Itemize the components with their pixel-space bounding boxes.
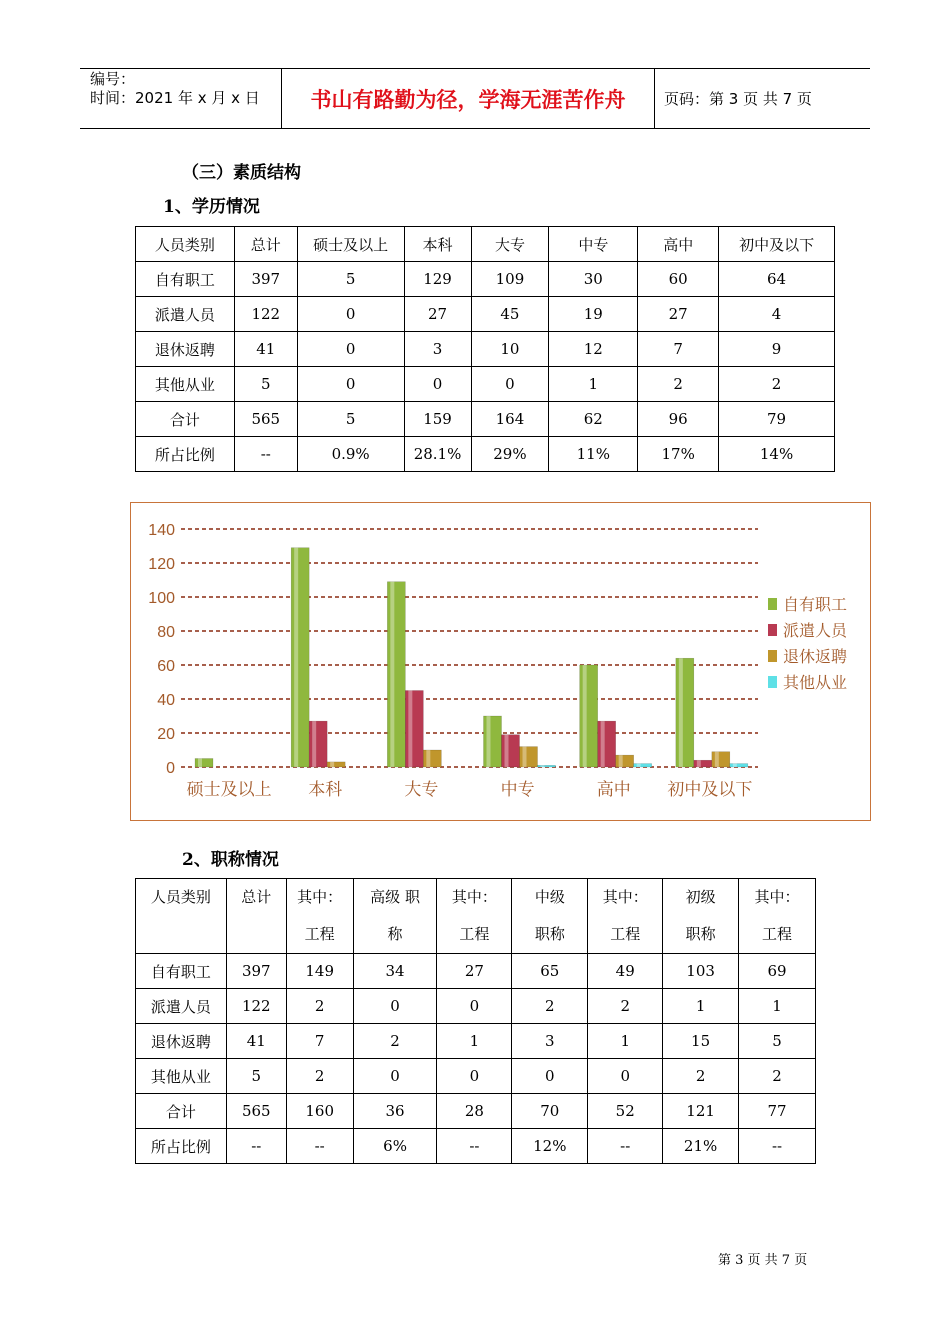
table-cell: 121 [663, 1094, 739, 1129]
table-cell: 2 [512, 989, 588, 1024]
table-cell: 7 [286, 1024, 353, 1059]
bar-highlight [697, 760, 701, 767]
bar-highlight [601, 721, 605, 767]
table-cell: 合计 [136, 402, 235, 437]
header-bottom-rule [80, 128, 870, 129]
bar [730, 764, 748, 767]
table-cell: 10 [471, 332, 549, 367]
subsection-education: 1、学历情况 [163, 197, 260, 217]
column-header: 高中 [638, 227, 719, 262]
table-cell: 1 [437, 1024, 512, 1059]
bar-highlight [408, 691, 412, 768]
table-cell: 0 [588, 1059, 663, 1094]
column-header [437, 879, 512, 954]
table-cell: 34 [353, 954, 437, 989]
header-line: 人员类别 [150, 888, 211, 906]
table-cell: 2 [286, 1059, 353, 1094]
table-row [136, 1059, 816, 1094]
bar [694, 760, 712, 767]
table-cell: 1 [739, 989, 816, 1024]
table-cell: 其他从业 [136, 367, 235, 402]
table-cell: 45 [471, 297, 549, 332]
y-tick-label: 80 [157, 624, 175, 641]
bar-highlight [619, 755, 623, 767]
table-cell: 36 [353, 1094, 437, 1129]
table-cell: 自有职工 [136, 954, 227, 989]
table-cell: 12% [512, 1129, 588, 1164]
x-tick-label: 本科 [308, 780, 343, 800]
legend-swatch [768, 624, 777, 636]
column-header [286, 879, 353, 954]
header-meta [90, 70, 260, 108]
table-cell: 派遣人员 [136, 989, 227, 1024]
table-cell: 3 [404, 332, 471, 367]
column-header [353, 879, 437, 954]
header-line: 初级 [685, 888, 716, 906]
column-header [226, 879, 286, 954]
header-line: 高级 职 [370, 888, 420, 906]
bar [309, 721, 327, 767]
table-cell: 2 [663, 1059, 739, 1094]
table-cell: 27 [404, 297, 471, 332]
column-header: 总计 [234, 227, 297, 262]
table-cell: 0 [297, 367, 404, 402]
table-cell: 52 [588, 1094, 663, 1129]
bar [195, 759, 213, 768]
table-cell: 79 [719, 402, 835, 437]
table-cell: 129 [404, 262, 471, 297]
table-cell: 96 [638, 402, 719, 437]
table-cell: 397 [226, 954, 286, 989]
table-cell: 0 [437, 989, 512, 1024]
bar-highlight [679, 658, 683, 767]
table-cell: 17% [638, 437, 719, 472]
table-cell: 28 [437, 1094, 512, 1129]
x-tick-label: 大专 [404, 780, 439, 800]
table-cell: 5 [226, 1059, 286, 1094]
bar-highlight [294, 548, 298, 767]
x-tick-label: 初中及以下 [667, 780, 753, 800]
table-cell: 159 [404, 402, 471, 437]
y-tick-label: 0 [166, 760, 175, 777]
table-row [136, 262, 835, 297]
header-line: 职称 [534, 925, 565, 943]
table-cell: 2 [739, 1059, 816, 1094]
table-cell: 64 [719, 262, 835, 297]
column-header: 硕士及以上 [297, 227, 404, 262]
table-cell: 0 [437, 1059, 512, 1094]
table-cell: 14% [719, 437, 835, 472]
table-cell: 2 [286, 989, 353, 1024]
bar [520, 747, 538, 767]
bar [423, 750, 441, 767]
bar [616, 755, 634, 767]
table-row [136, 1094, 816, 1129]
table-cell: 60 [638, 262, 719, 297]
header-line: 总计 [241, 888, 272, 906]
header-top-rule [80, 68, 870, 69]
table-cell: 21% [663, 1129, 739, 1164]
table-row [136, 1129, 816, 1164]
x-tick-label: 高中 [596, 780, 631, 800]
y-tick-label: 100 [148, 590, 175, 607]
table-cell: 11% [549, 437, 638, 472]
bar-highlight [583, 665, 587, 767]
table-cell: 5 [297, 402, 404, 437]
bar [598, 721, 616, 767]
table-row [136, 954, 816, 989]
table-cell: 27 [638, 297, 719, 332]
table-row [136, 367, 835, 402]
table-cell: 19 [549, 297, 638, 332]
table-cell: 0 [297, 297, 404, 332]
header-line: 工程 [304, 925, 335, 943]
table-cell: 62 [549, 402, 638, 437]
table-cell: 5 [297, 262, 404, 297]
x-tick-label: 硕士及以上 [186, 780, 272, 800]
table-cell: 49 [588, 954, 663, 989]
table-cell: 0 [471, 367, 549, 402]
bar-highlight [312, 721, 316, 767]
header-page-number: 页码：第 3 页 共 7 页 [664, 90, 812, 108]
table-cell: 0 [404, 367, 471, 402]
legend-swatch [768, 598, 777, 610]
table-cell: 0 [297, 332, 404, 367]
table-row [136, 402, 835, 437]
table-cell: 149 [286, 954, 353, 989]
table-cell: 77 [739, 1094, 816, 1129]
table-cell: 27 [437, 954, 512, 989]
header-line: 称 [387, 925, 403, 943]
header-line: 工程 [762, 925, 793, 943]
table-cell: 2 [638, 367, 719, 402]
table-cell: 其他从业 [136, 1059, 227, 1094]
table-header-row [136, 879, 816, 954]
x-tick-label: 中专 [500, 780, 535, 800]
legend-label: 自有职工 [783, 595, 848, 614]
table-cell: 合计 [136, 1094, 227, 1129]
time-label: 时间：2021 年 x 月 x 日 [90, 89, 260, 107]
bar [291, 548, 309, 767]
table-cell: 160 [286, 1094, 353, 1129]
bar-highlight [733, 764, 737, 767]
footer-page-number: 第 3 页 共 7 页 [718, 1253, 808, 1268]
education-chart [130, 502, 871, 821]
column-header [588, 879, 663, 954]
header-line: 其中： [602, 888, 648, 906]
table-row [136, 1024, 816, 1059]
table-cell: -- [226, 1129, 286, 1164]
y-tick-label: 140 [148, 522, 175, 539]
bar-highlight [541, 765, 545, 767]
table-cell: -- [234, 437, 297, 472]
column-header: 初中及以下 [719, 227, 835, 262]
table-cell: 4 [719, 297, 835, 332]
bar [538, 765, 556, 767]
table-cell: 0 [353, 989, 437, 1024]
column-header [739, 879, 816, 954]
table-cell: 5 [739, 1024, 816, 1059]
bar [405, 691, 423, 768]
table-row [136, 297, 835, 332]
table-cell: 1 [549, 367, 638, 402]
y-tick-label: 40 [157, 692, 175, 709]
bar-highlight [390, 582, 394, 767]
table-cell: 15 [663, 1024, 739, 1059]
header-line [227, 916, 286, 953]
table-cell: 109 [471, 262, 549, 297]
header-line: 其中： [297, 888, 343, 906]
bar-highlight [637, 764, 641, 767]
column-header [512, 879, 588, 954]
education-bar-chart [131, 503, 870, 820]
bar [580, 665, 598, 767]
column-header [663, 879, 739, 954]
header-line: 其中： [451, 888, 497, 906]
table-cell: 41 [226, 1024, 286, 1059]
header-line: 中级 [534, 888, 565, 906]
table-cell: 5 [234, 367, 297, 402]
table-cell: 565 [226, 1094, 286, 1129]
table-cell: 65 [512, 954, 588, 989]
bar-highlight [330, 762, 334, 767]
header-divider [654, 68, 655, 128]
subsection-titles: 2、职称情况 [182, 850, 279, 870]
y-tick-label: 20 [157, 726, 175, 743]
serial-label: 编号： [90, 70, 136, 88]
education-table [135, 226, 835, 472]
table-cell: 70 [512, 1094, 588, 1129]
table-cell: 0.9% [297, 437, 404, 472]
table-cell: 3 [512, 1024, 588, 1059]
table-cell: 69 [739, 954, 816, 989]
table-cell: 1 [663, 989, 739, 1024]
y-tick-label: 60 [157, 658, 175, 675]
table-cell: 所占比例 [136, 437, 235, 472]
table-cell: 0 [353, 1059, 437, 1094]
table-cell: 9 [719, 332, 835, 367]
header-line [136, 916, 226, 953]
table-row [136, 437, 835, 472]
bar-highlight [487, 716, 491, 767]
bar [387, 582, 405, 767]
bar [484, 716, 502, 767]
header-motto: 书山有路勤为径，学海无涯苦作舟 [310, 88, 626, 112]
table-cell: 103 [663, 954, 739, 989]
table-cell: 所占比例 [136, 1129, 227, 1164]
title-table [135, 878, 816, 1164]
table-cell: 7 [638, 332, 719, 367]
table-cell: 自有职工 [136, 262, 235, 297]
table-header-row [136, 227, 835, 262]
table-cell: 29% [471, 437, 549, 472]
column-header: 本科 [404, 227, 471, 262]
table-cell: 565 [234, 402, 297, 437]
column-header: 人员类别 [136, 227, 235, 262]
table-cell: 退休返聘 [136, 332, 235, 367]
table-cell: 28.1% [404, 437, 471, 472]
table-cell: -- [286, 1129, 353, 1164]
bar-highlight [198, 759, 202, 768]
legend-swatch [768, 676, 777, 688]
header-line: 工程 [610, 925, 641, 943]
bar [327, 762, 345, 767]
header-line: 工程 [459, 925, 490, 943]
table-cell: 12 [549, 332, 638, 367]
table-cell: 0 [512, 1059, 588, 1094]
column-header [136, 879, 227, 954]
header-line: 职称 [685, 925, 716, 943]
table-row [136, 332, 835, 367]
table-cell: -- [588, 1129, 663, 1164]
bar [676, 658, 694, 767]
table-cell: 2 [353, 1024, 437, 1059]
table-cell: 1 [588, 1024, 663, 1059]
table-cell: 6% [353, 1129, 437, 1164]
section-title: （三）素质结构 [182, 163, 301, 183]
bar-highlight [426, 750, 430, 767]
legend-swatch [768, 650, 777, 662]
bar-highlight [505, 735, 509, 767]
bar-highlight [715, 752, 719, 767]
table-cell: 122 [226, 989, 286, 1024]
table-cell: 2 [588, 989, 663, 1024]
bar [502, 735, 520, 767]
column-header: 中专 [549, 227, 638, 262]
table-cell: 退休返聘 [136, 1024, 227, 1059]
table-cell: 30 [549, 262, 638, 297]
table-cell: 2 [719, 367, 835, 402]
table-cell: 派遣人员 [136, 297, 235, 332]
table-cell: 164 [471, 402, 549, 437]
y-tick-label: 120 [148, 556, 175, 573]
bar [634, 764, 652, 767]
table-cell: -- [437, 1129, 512, 1164]
column-header: 大专 [471, 227, 549, 262]
legend-label: 派遣人员 [783, 621, 848, 640]
table-cell: 122 [234, 297, 297, 332]
header-line: 其中： [754, 888, 800, 906]
legend-label: 退休返聘 [783, 647, 848, 666]
bar-highlight [523, 747, 527, 767]
table-cell: 397 [234, 262, 297, 297]
table-cell: -- [739, 1129, 816, 1164]
bar [712, 752, 730, 767]
table-cell: 41 [234, 332, 297, 367]
legend-label: 其他从业 [783, 673, 848, 692]
table-row [136, 989, 816, 1024]
